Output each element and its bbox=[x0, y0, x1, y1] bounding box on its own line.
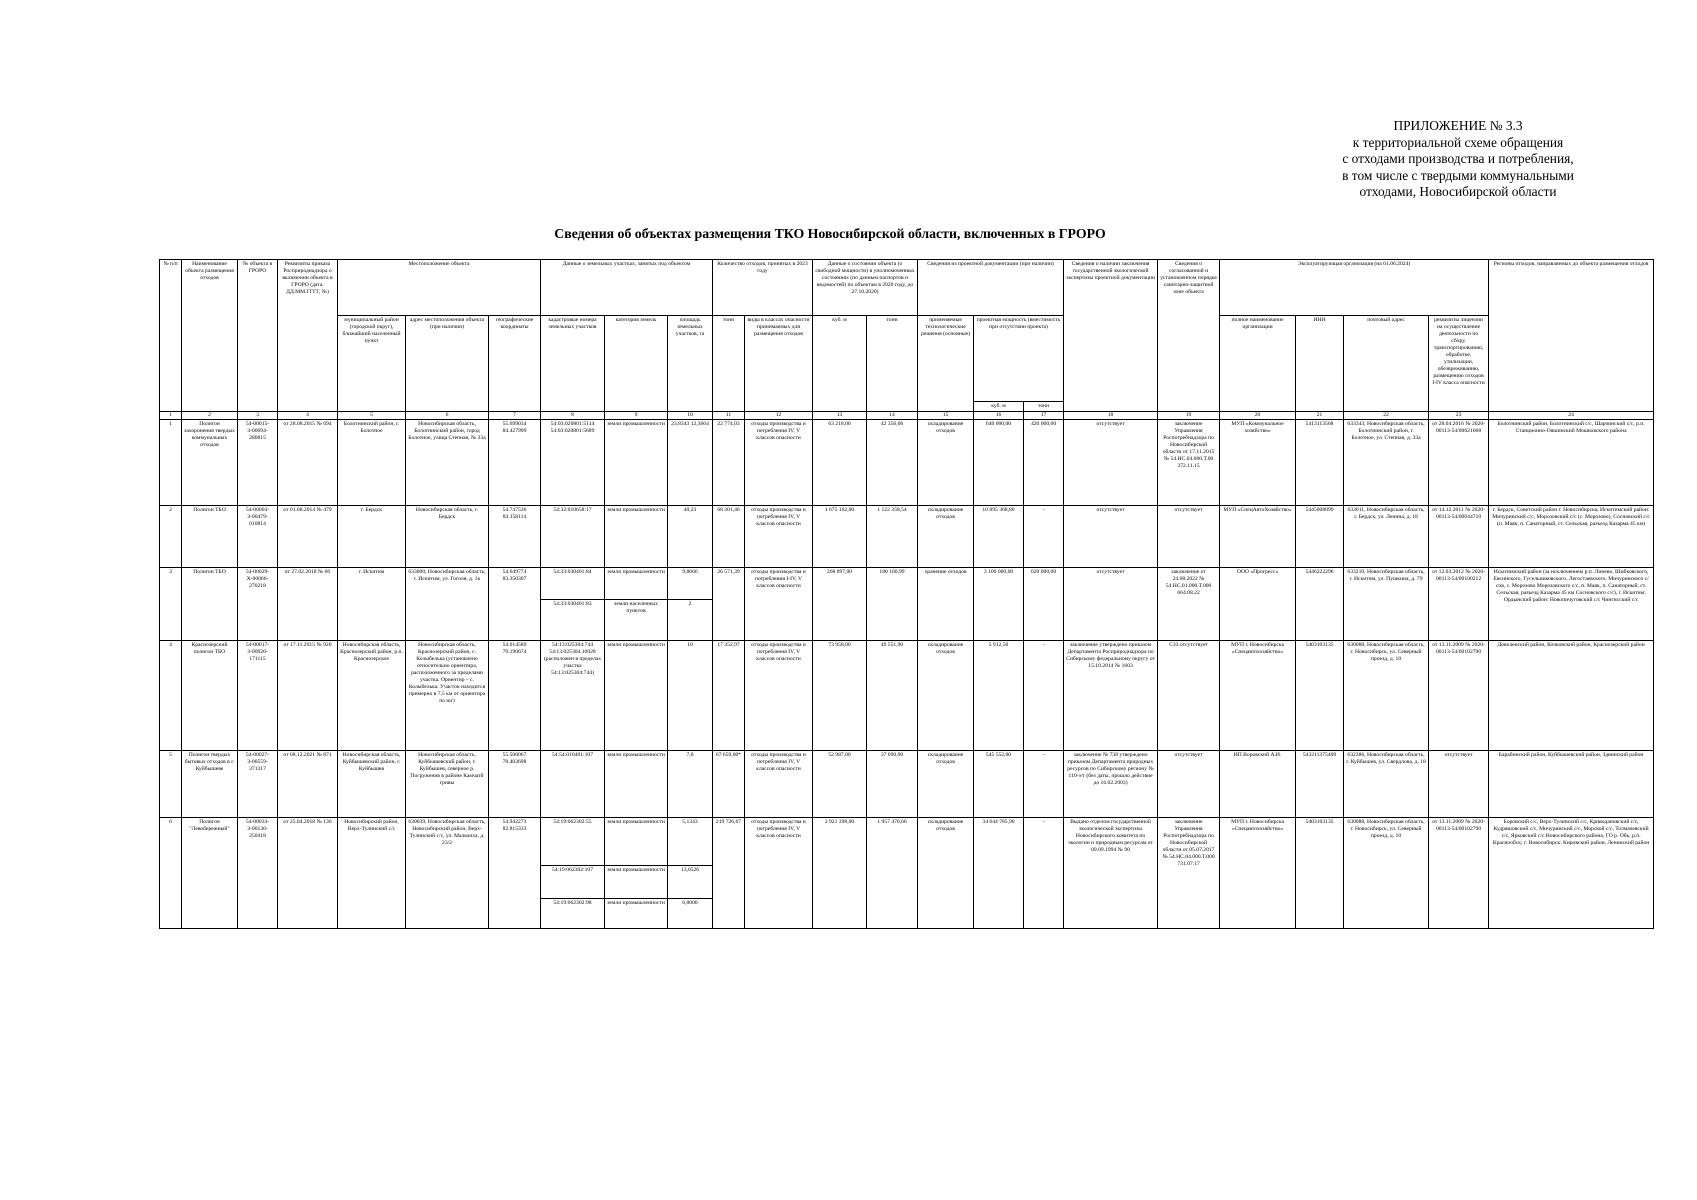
cell-project-t: 620 000,00 bbox=[1024, 568, 1064, 641]
col-number: 11 bbox=[713, 412, 745, 420]
cell-address: Новосибирская область, Куйбышевский район, г. Куйбышев, северное р. Погружения в районе Камчатй гривы bbox=[406, 751, 489, 818]
cell-free-m3: 63 218,00 bbox=[813, 420, 867, 506]
cell-license: от 28.04.2016 № 2020-00113-54/00621668 bbox=[1429, 420, 1489, 506]
hdr-groro-no: № объекта в ГРОРО bbox=[238, 260, 278, 412]
table-row bbox=[160, 818, 1654, 866]
cell-name: Полигон твердых бытовых отходов в г. Куйбышеве bbox=[182, 751, 238, 818]
cell-hazard: отходы производства и потребления IV, V классов опасности bbox=[745, 751, 813, 818]
cell-cadastral: 54:19:062302:98 bbox=[541, 899, 605, 929]
cell-license: от 13.11.2009 № 2020-00113-54/00102790 bbox=[1429, 818, 1489, 929]
cell-order: от 08.12.2021 № 871 bbox=[278, 751, 338, 818]
cell-land-area: 40,23 bbox=[668, 506, 713, 568]
cell-cadastral: 54:32:010658:17 bbox=[541, 506, 605, 568]
cell-address: 630039, Новосибирская область, Новосибирский район, Верх-Тулинский с/с, ул. Мальчиха, д. 23/2 bbox=[406, 818, 489, 929]
cell-address: Новосибирская область, г. Бердск bbox=[406, 506, 489, 568]
table-row bbox=[160, 641, 1654, 751]
cell-sanitary: отсутствует bbox=[1158, 751, 1220, 818]
cell-org: ООО «Прогресс» bbox=[1220, 568, 1296, 641]
cell-num: 2 bbox=[160, 506, 182, 568]
cell-sources: Доволенский район, Кочковский район, Краснозерский район bbox=[1489, 641, 1654, 751]
col-number: 16 bbox=[974, 412, 1024, 420]
cell-free-t: 1 122 358,54 bbox=[867, 506, 918, 568]
cell-land-area: 2 bbox=[668, 600, 713, 641]
cell-district: Новосибирская область, Краснозерский район, р.п. Краснозерское bbox=[338, 641, 406, 751]
cell-tech: складирование отходов bbox=[918, 818, 974, 929]
cell-project-m3: 34 644 785,90 bbox=[974, 818, 1024, 929]
cell-postal: 633210, Новосибирская область, г. Искитим, ул. Пушкина, д. 79 bbox=[1344, 568, 1429, 641]
cell-num: 1 bbox=[160, 420, 182, 506]
appendix-line-4: в том числе с твердыми коммунальными bbox=[1342, 167, 1574, 183]
cell-hazard: отходы производства и потребления IV, V классов опасности bbox=[745, 641, 813, 751]
cell-land-category: земли промышленности bbox=[605, 866, 668, 899]
cell-project-m3: 545 552,00 bbox=[974, 751, 1024, 818]
cell-hazard: отходы производства и потребления IV, V классов опасности bbox=[745, 506, 813, 568]
cell-sanitary: заключение Управления Роспотребнадзора по Новосибирской области от 05.07.2017 № 54.НС.04.000.Т.000 731.07.17 bbox=[1158, 818, 1220, 929]
cell-order: от 25.04.2018 № 136 bbox=[278, 818, 338, 929]
cell-free-t: 37 090,90 bbox=[867, 751, 918, 818]
cell-project-t: - bbox=[1024, 506, 1064, 568]
cell-tons: 219 726,67 bbox=[713, 818, 745, 929]
cell-sources: г. Бердск, Советский район г. Новосибирска, Искитимский район: Мичуринский с/с, Морозовский с/с (с. Морозово), Сосновский с/с (п. Маяк, п. Санаторный, ст. Сельская, разъезд Казарма 45 км) bbox=[1489, 506, 1654, 568]
cell-project-t: - bbox=[1024, 818, 1064, 929]
cell-name: Полигон "Левобережный" bbox=[182, 818, 238, 929]
groro-objects-table bbox=[159, 259, 1654, 929]
cell-district: Новосибирская область, Куйбышевский район, г. Куйбышев bbox=[338, 751, 406, 818]
cell-org: МУП г. Новосибирска «Спецавтохозяйство» bbox=[1220, 641, 1296, 751]
cell-hazard: отходы производства и потребления IV, V классов опасности bbox=[745, 818, 813, 929]
hdr-license: реквизиты лицензии на осуществление деятельности по сбору, транспортированию, обработке, утилизации, обезвреживанию, размещению отходов I-IV класса опасности bbox=[1429, 316, 1489, 412]
cell-groro: 54-00033-З-00136-250418 bbox=[238, 818, 278, 929]
cell-name: Полигон захоронения твердых коммунальных отходов bbox=[182, 420, 238, 506]
hdr-address: адрес местоположения объекта (при наличии) bbox=[406, 316, 489, 412]
cell-sanitary: СЗЗ отсутствует bbox=[1158, 641, 1220, 751]
hdr-cubic-m-2: куб. м bbox=[974, 402, 1024, 412]
cell-district: г. Бердск bbox=[338, 506, 406, 568]
cell-order: от 28.08.2015 № 694 bbox=[278, 420, 338, 506]
cell-expertise: отсутствует bbox=[1064, 420, 1158, 506]
hdr-location: Местоположение объекта bbox=[338, 260, 541, 316]
cell-order: от 01.08.2014 № 479 bbox=[278, 506, 338, 568]
cell-license: от 13.11.2009 № 2020-00113-54/00102790 bbox=[1429, 641, 1489, 751]
cell-order: от 17.11.2015 № 920 bbox=[278, 641, 338, 751]
cell-project-m3: 5 912,50 bbox=[974, 641, 1024, 751]
cell-tech: складирование отходов bbox=[918, 751, 974, 818]
cell-free-t: 180 160,99 bbox=[867, 568, 918, 641]
cell-land-area: 7,8 bbox=[668, 751, 713, 818]
cell-inn: 5413113568 bbox=[1296, 420, 1344, 506]
cell-cadastral: 54:03:020801:5114 54:03:020801:5689 bbox=[541, 420, 605, 506]
cell-org: МУП «Коммунальное хозяйство» bbox=[1220, 420, 1296, 506]
cell-address: 633000, Новосибирская область, г. Искитим, ул. Гоголя, д. 1к bbox=[406, 568, 489, 641]
hdr-land: Данные о земельных участках, занятых под объектом bbox=[541, 260, 713, 316]
cell-project-m3: 640 000,00 bbox=[974, 420, 1024, 506]
cell-org: МУП «СпецАвтоХозяйство» bbox=[1220, 506, 1296, 568]
hdr-waste-amount: Количество отходов, принятых в 2023 году bbox=[713, 260, 813, 316]
cell-geo: 54.942273 82.815333 bbox=[489, 818, 541, 929]
cell-postal: 630088, Новосибирская область, г. Новосибирск, ул. Северный проезд, д. 10 bbox=[1344, 641, 1429, 751]
cell-sources: Болотнинский район, Болотнинский с/с, Шарчинский с/с, р.п. Станционно-Ояшинский Мошковского района bbox=[1489, 420, 1654, 506]
cell-land-area: 13,0526 bbox=[668, 866, 713, 899]
cell-inn: 5446222296 bbox=[1296, 568, 1344, 641]
cell-name: Полигон ТБО bbox=[182, 568, 238, 641]
cell-num: 4 bbox=[160, 641, 182, 751]
cell-tons: 22 774,03 bbox=[713, 420, 745, 506]
cell-name: Краснозерский полигон ТБО bbox=[182, 641, 238, 751]
cell-tons: 17 352,97 bbox=[713, 641, 745, 751]
col-number: 6 bbox=[406, 412, 489, 420]
col-number: 23 bbox=[1429, 412, 1489, 420]
cell-cadastral: 54:19:062302:107 bbox=[541, 866, 605, 899]
cell-sanitary: заключение Управления Роспотребнадзора по Новосибирской области от 17.11.2015 № 54.НС.04.000.Т.00 372.11.15 bbox=[1158, 420, 1220, 506]
col-number: 7 bbox=[489, 412, 541, 420]
cell-sanitary: заключение от 24.08.2022 № 54.НС.01.000.Т.000 664.08.22 bbox=[1158, 568, 1220, 641]
document-title: Сведения об объектах размещения ТКО Новосибирской области, включенных в ГРОРО bbox=[554, 226, 1106, 241]
cell-free-m3: 73 958,00 bbox=[813, 641, 867, 751]
cell-land-category: земли промышленности bbox=[605, 641, 668, 751]
cell-groro: 54-00017-З-00920-171115 bbox=[238, 641, 278, 751]
cell-sources: Боровский с/с, Верх-Тулинский с/с, Криводановский с/с, Кудряшовский с/с, Мичуринский с/с, Морской с/с, Толмачевский с/с, Ярковский с/с Новосибирского района, ГО р. Обь, р.п. Краснообск; г. Новосибирск: Кировский район, Ленинский район bbox=[1489, 818, 1654, 929]
col-number: 24 bbox=[1489, 412, 1654, 420]
hdr-free-capacity: Данные о состоянии объекта (о свободной мощности) в уполномоченных состояниях (по данным паспортов и ведомостей) по объектам в 2020 году, до 27.10.2020) bbox=[813, 260, 918, 316]
hdr-cadastral: кадастровые номера земельных участков bbox=[541, 316, 605, 412]
appendix-line-5: отходами, Новосибирской области bbox=[1359, 184, 1557, 199]
cell-postal: 633011, Новосибирская область, г. Бердск, ул. Ленина, д. 18 bbox=[1344, 506, 1429, 568]
cell-project-m3: 3 100 000,00 bbox=[974, 568, 1024, 641]
col-number: 12 bbox=[745, 412, 813, 420]
appendix-line-1: ПРИЛОЖЕНИЕ № 3.3 bbox=[1393, 118, 1523, 133]
hdr-tons-3: тонн bbox=[1024, 402, 1064, 412]
cell-land-category: земли промышленности bbox=[605, 818, 668, 866]
col-number: 13 bbox=[813, 412, 867, 420]
cell-land-category: земли промышленности bbox=[605, 751, 668, 818]
cell-project-m3: 10 895 368,80 bbox=[974, 506, 1024, 568]
cell-org: ИП Воровский А.И. bbox=[1220, 751, 1296, 818]
hdr-num: № п/п bbox=[160, 260, 182, 412]
cell-address: Новосибирская область, Болотнинский район, город Болотное, улица Степная, № 33а bbox=[406, 420, 489, 506]
cell-hazard: отходы производства и потребления I-IV, V классов опасности bbox=[745, 568, 813, 641]
hdr-hazard: виды в классах опасности принимаемых для размещения отходов bbox=[745, 316, 813, 412]
cell-geo: 55.500067 78.403698 bbox=[489, 751, 541, 818]
cell-expertise: отсутствует bbox=[1064, 506, 1158, 568]
hdr-land-category: категория земель bbox=[605, 316, 668, 412]
cell-license: от 12.03.2012 № 2020-00113-54/00100212 bbox=[1429, 568, 1489, 641]
cell-postal: 632386, Новосибирская область, г. Куйбышев, ул. Свердлова, д. 18 bbox=[1344, 751, 1429, 818]
hdr-design-capacity: проектная мощность (вместимость при отсутствии проекта) bbox=[974, 316, 1064, 402]
cell-expertise: отсутствует bbox=[1064, 568, 1158, 641]
col-number: 4 bbox=[278, 412, 338, 420]
cell-tech: складирование отходов bbox=[918, 506, 974, 568]
col-number: 15 bbox=[918, 412, 974, 420]
cell-land-category: земли промышленности bbox=[605, 420, 668, 506]
hdr-tech-process: применяемые технологические решения (основные) bbox=[918, 316, 974, 412]
cell-order: от 27.02.2018 № 66 bbox=[278, 568, 338, 641]
cell-land-area: 5,1343 bbox=[668, 818, 713, 866]
cell-tech: хранение отходов bbox=[918, 568, 974, 641]
appendix-line-2: к территориальной схеме обращения bbox=[1352, 134, 1564, 150]
col-number: 14 bbox=[867, 412, 918, 420]
cell-inn: 5403103135 bbox=[1296, 818, 1344, 929]
hdr-order: Реквизиты приказа Росприроднадзора о включении объекта в ГРОРО (дата: ДД.ММ.ГГГГ, №) bbox=[278, 260, 338, 412]
cell-free-t: 1 957 470,66 bbox=[867, 818, 918, 929]
col-number: 8 bbox=[541, 412, 605, 420]
cell-cadastral: 54:33:030401:83 bbox=[541, 600, 605, 641]
cell-license: отсутствует bbox=[1429, 751, 1489, 818]
col-number: 5 bbox=[338, 412, 406, 420]
table-row bbox=[160, 506, 1654, 568]
cell-postal: 630088, Новосибирская область, г. Новосибирск, ул. Северный проезд, д. 10 bbox=[1344, 818, 1429, 929]
cell-tech: складирование отходов bbox=[918, 641, 974, 751]
cell-hazard: отходы производства и потребления IV, V классов опасности bbox=[745, 420, 813, 506]
col-number: 21 bbox=[1296, 412, 1344, 420]
cell-groro: 54-00003-З-00479-010814 bbox=[238, 506, 278, 568]
hdr-tons: тонн bbox=[713, 316, 745, 412]
col-number: 17 bbox=[1024, 412, 1064, 420]
col-number: 10 bbox=[668, 412, 713, 420]
cell-sources: Искитимский район (за исключением р.п. Линево, Шибковского, Евсинского, Гусельниковского, Легостаевского, Мичуринского с/сов, с. Морозово Морозовского с/с, п. Маяк, п. Санаторный, ст. Сельская, разъезд Казарма 45 км Сосновского с/с), г. Искитим; Ордынский район: Новопичуговский с/с Чингисский с/с bbox=[1489, 568, 1654, 641]
col-number: 1 bbox=[160, 412, 182, 420]
hdr-mun-district: муниципальный район (городской округ), ближайший населенный пункт bbox=[338, 316, 406, 412]
cell-inn: 5403103135 bbox=[1296, 641, 1344, 751]
cell-land-area: 9,8666 bbox=[668, 568, 713, 600]
table-row bbox=[160, 420, 1654, 506]
appendix-line-3: с отходами производства и потребления, bbox=[1342, 151, 1574, 166]
cell-expertise: заключение № 738 утверждено приказом Департамента природных ресурсов по Сибирскому региону № 110-э/т (без даты, прошло действие до 16.02.2003) bbox=[1064, 751, 1158, 818]
cell-land-area: 23,8343 12,3664 bbox=[668, 420, 713, 506]
cell-land-area: 6,0000 bbox=[668, 899, 713, 929]
cell-tons: 26 571,39 bbox=[713, 568, 745, 641]
cell-groro: 54-00029-Х-00066-270218 bbox=[238, 568, 278, 641]
header-row-1 bbox=[160, 260, 1654, 316]
cell-num: 3 bbox=[160, 568, 182, 641]
cell-free-m3: 52 987,00 bbox=[813, 751, 867, 818]
cell-tech: складирование отходов bbox=[918, 420, 974, 506]
cell-free-m3: 2 921 398,00 bbox=[813, 818, 867, 929]
cell-district: Болотнинский район, г. Болотное bbox=[338, 420, 406, 506]
cell-project-t: - bbox=[1024, 641, 1064, 751]
hdr-project: Сведения из проектной документации (при наличии) bbox=[918, 260, 1064, 316]
hdr-sources: Регионы отходов, направляемых до объекта размещения отходов bbox=[1489, 260, 1654, 412]
col-number: 18 bbox=[1064, 412, 1158, 420]
column-number-row bbox=[160, 412, 1654, 420]
cell-expertise: Выдано отделом государственной экологической экспертизы Новосибирского комитета по экологии и природным ресурсам от 09.09.1994 № 90 bbox=[1064, 818, 1158, 929]
cell-cadastral: 54:33:030401:84 bbox=[541, 568, 605, 600]
cell-groro: 54-00015-З-00694-280815 bbox=[238, 420, 278, 506]
appendix-block bbox=[1318, 118, 1598, 201]
cell-org: МУП г. Новосибирска «Спецавтохозяйство» bbox=[1220, 818, 1296, 929]
col-number: 2 bbox=[182, 412, 238, 420]
cell-district: г. Искитим bbox=[338, 568, 406, 641]
hdr-tons-2: тонн bbox=[867, 316, 918, 412]
cell-district: Новосибирский район, Верх-Тулинский с/с bbox=[338, 818, 406, 929]
cell-geo: 54.747536 83.158114 bbox=[489, 506, 541, 568]
cell-free-t: 49 551,90 bbox=[867, 641, 918, 751]
cell-postal: 633343, Новосибирская область, Болотнинский район, г. Болотное, ул. Степная, д. 33а bbox=[1344, 420, 1429, 506]
col-number: 22 bbox=[1344, 412, 1429, 420]
cell-sanitary: отсутствует bbox=[1158, 506, 1220, 568]
hdr-operator: Эксплуатирующая организация (на 01.06.2024) bbox=[1220, 260, 1489, 316]
hdr-cubic-m: куб. м bbox=[813, 316, 867, 412]
cell-cadastral: 54:19:062302:55 bbox=[541, 818, 605, 866]
hdr-name: Наименование объекта размещения отходов bbox=[182, 260, 238, 412]
hdr-postal: почтовый адрес bbox=[1344, 316, 1429, 412]
cell-expertise: заключение утверждено приказом Департамента Росприроднадзора по Сибирскому федеральному округу от 15.10.2014 № 1603 bbox=[1064, 641, 1158, 751]
cell-land-category: земли промышленности bbox=[605, 506, 668, 568]
table-row bbox=[160, 751, 1654, 818]
cell-project-t: - bbox=[1024, 751, 1064, 818]
cell-project-t: 420 000,00 bbox=[1024, 420, 1064, 506]
cell-free-t: 42 356,06 bbox=[867, 420, 918, 506]
cell-name: Полигон ТБО bbox=[182, 506, 238, 568]
cell-land-area: 10 bbox=[668, 641, 713, 751]
cell-free-m3: 268 897,00 bbox=[813, 568, 867, 641]
cell-license: от 14.12.2011 № 2020-00113-54/00044710 bbox=[1429, 506, 1489, 568]
cell-sources: Барабинский район, Куйбышевский район, Здвинский район bbox=[1489, 751, 1654, 818]
cell-address: Новосибирская область, Краснозерский район, с. Колыбелька (установлено относительно ориентира, расположенного за пределами участка. Ориентир – с. Колыбелька. Участок находится примерно в 7,5 км от ориентира по юг) bbox=[406, 641, 489, 751]
cell-free-m3: 1 675 162,00 bbox=[813, 506, 867, 568]
cell-tons: 67 659,00* bbox=[713, 751, 745, 818]
cell-groro: 54-00027-З-00559-371317 bbox=[238, 751, 278, 818]
cell-inn: 543211375409 bbox=[1296, 751, 1344, 818]
cell-num: 5 bbox=[160, 751, 182, 818]
col-number: 20 bbox=[1220, 412, 1296, 420]
header-row-2 bbox=[160, 316, 1654, 402]
col-number: 9 bbox=[605, 412, 668, 420]
hdr-inn: ИНН bbox=[1296, 316, 1344, 412]
hdr-expertise: Сведения о наличии заключения государственной экологической экспертизы проектной документации bbox=[1064, 260, 1158, 412]
hdr-org-name: полное наименование организации bbox=[1220, 316, 1296, 412]
hdr-land-area: площадь земельных участков, га bbox=[668, 316, 713, 412]
table-row bbox=[160, 568, 1654, 600]
cell-land-category: земли населенных пунктов bbox=[605, 600, 668, 641]
cell-cadastral: 54:54:010401:107 bbox=[541, 751, 605, 818]
cell-geo: 55.699034 84.427999 bbox=[489, 420, 541, 506]
cell-cadastral: 54:13:025304:744 54:13:025304.10028 (расположен в пределах участка 54:13:025304:744) bbox=[541, 641, 605, 751]
cell-geo: 54.014589 79.190674 bbox=[489, 641, 541, 751]
cell-geo: 54.649774 83.350307 bbox=[489, 568, 541, 641]
cell-inn: 5445008099 bbox=[1296, 506, 1344, 568]
hdr-geo: географические координаты bbox=[489, 316, 541, 412]
cell-land-category: земли промышленности bbox=[605, 568, 668, 600]
col-number: 3 bbox=[238, 412, 278, 420]
cell-land-category: земли промышленности bbox=[605, 899, 668, 929]
col-number: 19 bbox=[1158, 412, 1220, 420]
hdr-sanitary: Сведения о согласованной и установленном порядке санитарно-защитной зоне объекта bbox=[1158, 260, 1220, 412]
cell-num: 6 bbox=[160, 818, 182, 929]
cell-tons: 68 301,46 bbox=[713, 506, 745, 568]
